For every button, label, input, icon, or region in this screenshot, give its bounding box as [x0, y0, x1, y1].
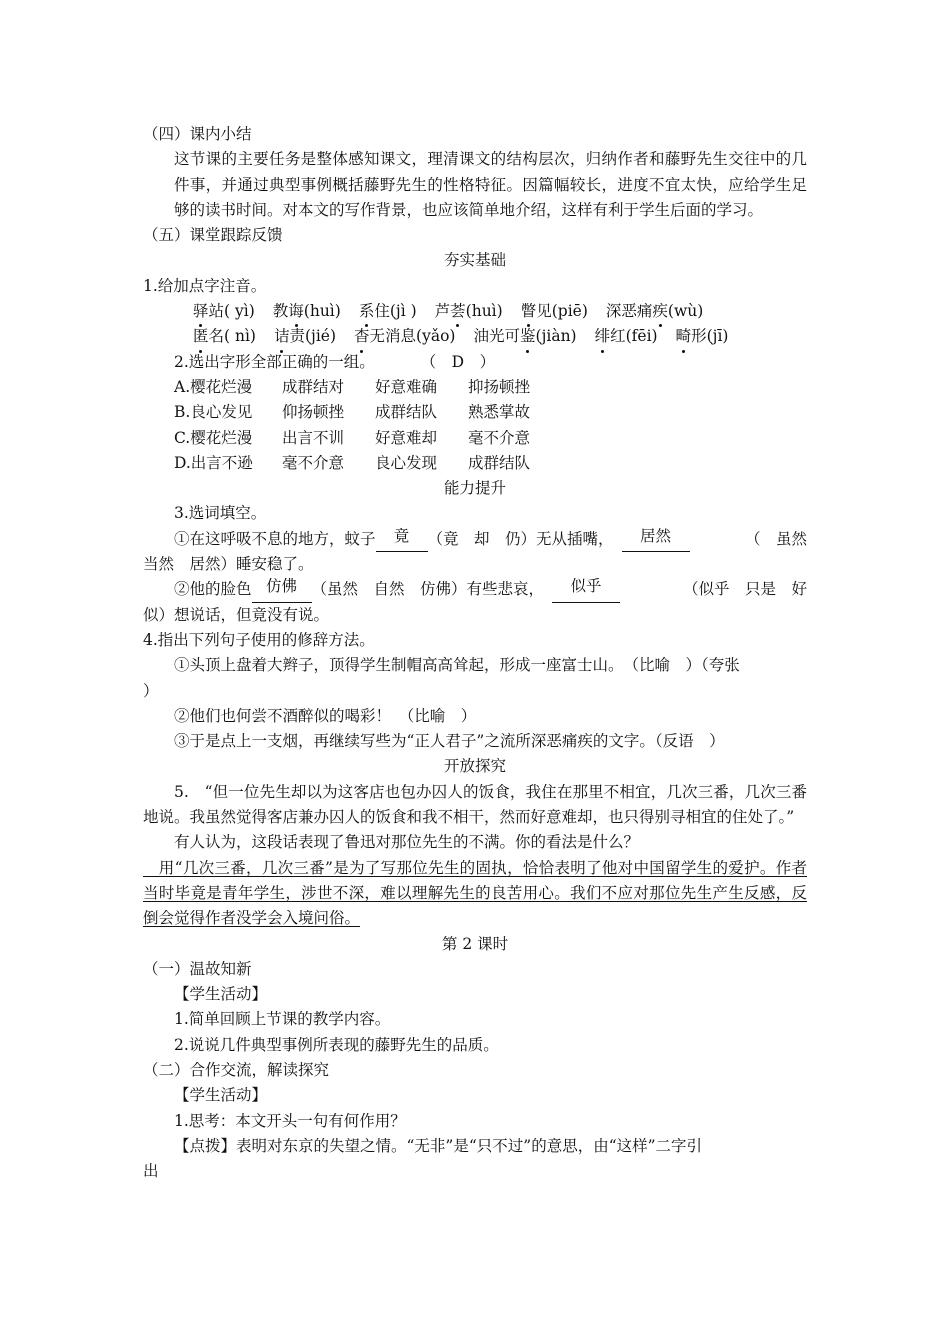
q2-answer: （ D ） — [420, 352, 496, 371]
document-page — [143, 122, 807, 1184]
q3-stem: 3.选词填空。 — [174, 504, 267, 523]
option-word: 成群结队 — [375, 403, 438, 422]
option-word: 成群结对 — [282, 377, 345, 396]
section-4-title: （四）课内小结 — [143, 125, 252, 143]
pinyin-item: 系住(jì ) — [359, 299, 417, 324]
q5-quote: 5. “但一位先生却以为这客店也包办囚人的饭食，我住在那里不相宜，几次三番，几次三番地说。我虽然觉得客店兼办囚人的饭食和我不相干，然而好意难却，也只得别寻相宜的住处了。” — [143, 782, 807, 827]
s1-item-2: 2.说说几件典型事例所表现的藤野先生的品质。 — [174, 1035, 499, 1054]
dotted-character: 系 — [359, 299, 375, 324]
q3-a-text-2: （竟 却 仍）无从插嘴， — [427, 529, 614, 548]
option-word: 抑扬顿挫 — [468, 377, 531, 396]
q4-item-b: ②他们也何尝不酒醉似的喝彩！ （比喻 ） — [174, 706, 477, 725]
q5-question: 有人认为，这段话表现了鲁迅对那位先生的不满。你的看法是什么？ — [174, 833, 640, 852]
q4-item-c: ③于是点上一支烟，再继续写些为“正人君子”之流所深恶痛疾的文字。（反语 ） — [174, 732, 725, 751]
q3-a-answer-2: 居然 — [622, 527, 690, 552]
option-word: 毫不介意 — [282, 453, 345, 472]
pinyin-item: 芦荟(huì) — [435, 299, 503, 324]
heading-basic: 夯实基础 — [443, 251, 506, 270]
q1-pinyin-row-1 — [143, 299, 807, 324]
s2-item-1: 1.思考：本文开头一句有何作用？ — [174, 1111, 406, 1130]
q2-option-a — [143, 375, 807, 400]
q3-a-answer-1: 竟 — [376, 527, 428, 552]
s1-activity: 【学生活动】 — [174, 985, 268, 1004]
q4-stem: 4.指出下列句子使用的修辞方法。 — [143, 630, 375, 649]
lesson-2-heading: 第 2 课时 — [441, 934, 509, 953]
s2-hint: 【点拨】表明对东京的失望之情。“无非”是“只不过”的意思，由“这样”二字引 — [174, 1136, 703, 1155]
q3-a-text-1: ①在这呼吸不息的地方，蚊子 — [174, 529, 376, 548]
section-5-title: （五）课堂跟踪反馈 — [143, 226, 283, 245]
q3-a-text-3: （ 虽然 — [744, 529, 807, 548]
q2-option-d — [143, 451, 807, 476]
dotted-character: 绯 — [595, 324, 611, 349]
option-word: A.樱花烂漫 — [174, 377, 253, 396]
option-word: 良心发现 — [375, 453, 438, 472]
q3-b-text-2: （虽然 自然 仿佛）有些悲哀， — [311, 580, 545, 599]
pinyin-item: 深恶痛疾(wù) — [606, 299, 703, 324]
option-word: D.出言不逊 — [174, 453, 253, 472]
s1-title: （一）温故知新 — [143, 959, 252, 978]
q1-pinyin-row-2 — [143, 324, 807, 349]
s2-title: （二）合作交流，解读探究 — [143, 1060, 330, 1079]
option-word: 好意难却 — [375, 428, 438, 447]
q3-item-b — [143, 577, 807, 602]
pinyin-item: 绯红(fēi) — [595, 324, 658, 349]
q3-b-answer-2: 似乎 — [552, 577, 620, 602]
dotted-character: 疾 — [652, 299, 668, 324]
q3-a-continued: 当然 居然）睡安稳了。 — [143, 555, 314, 574]
section-4-text: 这节课的主要任务是整体感知课文，理清课文的结构层次，归纳作者和藤野先生交往中的几件事，并通过典型事例概括藤野先生的性格特征。因篇幅较长，进度不宜太快，应给学生足够的读书时间。对本文的写作背景，也应该简单地介绍，这样有利于学生后面的学习。 — [174, 150, 807, 219]
dotted-character: 诘 — [274, 324, 290, 349]
dotted-character: 驿 — [193, 299, 209, 324]
q2-stem-text: 2.选出字形全部正确的一组。 — [174, 352, 375, 371]
q2-stem — [143, 350, 807, 375]
q3-b-text-1: ②他的脸色 — [174, 580, 252, 599]
option-word: C.樱花烂漫 — [174, 428, 253, 447]
option-word: 成群结队 — [468, 453, 531, 472]
dotted-character: 瞥 — [521, 299, 537, 324]
dotted-character: 杳 — [354, 324, 370, 349]
option-word: 熟悉掌故 — [468, 403, 531, 422]
heading-ability: 能力提升 — [443, 479, 506, 498]
section-4-paragraph — [143, 147, 807, 223]
heading-open: 开放探究 — [443, 757, 506, 776]
pinyin-item: 教诲(huì) — [273, 299, 341, 324]
pinyin-item: 诘责(jié) — [274, 324, 336, 349]
q4-item-a-continued: ） — [143, 681, 159, 700]
pinyin-item: 瞥见(piē) — [521, 299, 588, 324]
q4-item-a: ①头顶上盘着大辫子，顶得学生制帽高高耸起，形成一座富士山。 （比喻 ）（夸张 — [174, 656, 740, 675]
option-word: 仰扬顿挫 — [282, 403, 345, 422]
s2-activity: 【学生活动】 — [174, 1086, 268, 1105]
q3-b-answer-1: 仿佛 — [252, 577, 312, 602]
pinyin-item: 畸形(jī) — [676, 324, 729, 349]
pinyin-item: 驿站( yì) — [193, 299, 255, 324]
pinyin-item: 匿名( nì) — [193, 324, 256, 349]
dotted-character: 畸 — [676, 324, 692, 349]
q3-b-continued: 似）想说话，但竟没有说。 — [143, 605, 330, 624]
pinyin-item: 杳无消息(yǎo) — [354, 324, 455, 349]
dotted-character: 诲 — [288, 299, 304, 324]
option-word: 毫不介意 — [468, 428, 531, 447]
q1-stem: 1.给加点字注音。 — [143, 276, 267, 295]
q2-option-b — [143, 400, 807, 425]
q3-item-a — [143, 527, 807, 552]
pinyin-item: 油光可鉴(jiàn) — [473, 324, 576, 349]
option-word: B.良心发见 — [174, 403, 253, 422]
q5-answer: 用“几次三番，几次三番”是为了写那位先生的固执，恰恰表明了他对中国留学生的爱护。作者当时毕竟是青年学生，涉世不深，难以理解先生的良苦用心。我们不应对那位先生产生反感，反倒会觉得作者没学会入境问俗。 — [143, 858, 807, 928]
q2-option-c — [143, 426, 807, 451]
s2-hint-continued: 出 — [143, 1162, 159, 1181]
q3-b-text-3: （似乎 只是 好 — [682, 580, 807, 599]
s1-item-1: 1.简单回顾上节课的教学内容。 — [174, 1010, 391, 1029]
dotted-character: 荟 — [450, 299, 466, 324]
dotted-character: 鉴 — [520, 324, 536, 349]
option-word: 出言不训 — [282, 428, 345, 447]
dotted-character: 匿 — [193, 324, 209, 349]
option-word: 好意难确 — [375, 377, 438, 396]
